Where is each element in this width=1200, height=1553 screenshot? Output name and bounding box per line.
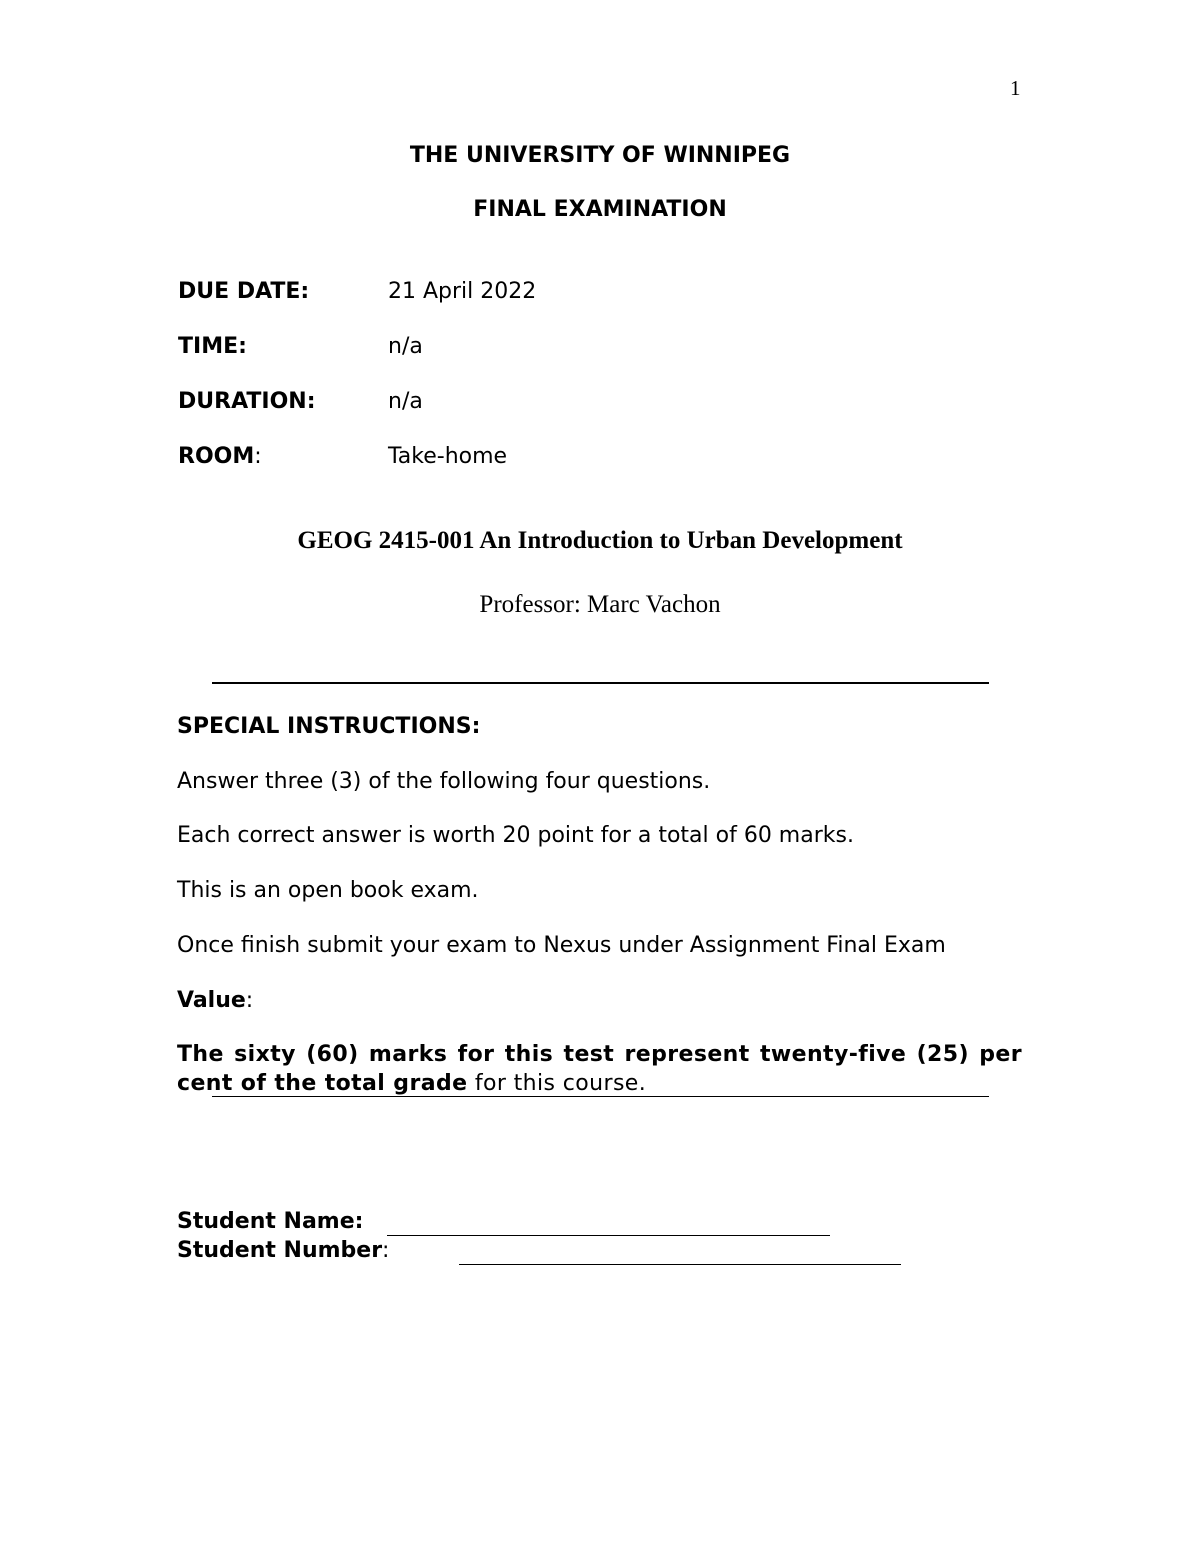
student-name-label: Student Name: bbox=[177, 1209, 364, 1234]
value-label bbox=[177, 988, 253, 1013]
university-name: THE UNIVERSITY OF WINNIPEG bbox=[409, 143, 791, 168]
student-number-label-text: Student Number bbox=[177, 1238, 383, 1263]
room-value: Take-home bbox=[388, 444, 508, 469]
instructions-heading: SPECIAL INSTRUCTIONS: bbox=[177, 714, 481, 739]
due-date-value: 21 April 2022 bbox=[388, 279, 537, 304]
course-title: GEOG 2415-001 An Introduction to Urban Development bbox=[297, 527, 903, 554]
instruction-line: Answer three (3) of the following four questions. bbox=[177, 769, 711, 794]
student-name-field[interactable] bbox=[387, 1235, 830, 1236]
exam-title: FINAL EXAMINATION bbox=[473, 197, 727, 222]
student-number-field[interactable] bbox=[459, 1264, 901, 1265]
value-statement-bold: The sixty (60) marks for this test represent twenty-five (25) per cent of the total grade bbox=[177, 1042, 1022, 1096]
value-statement bbox=[177, 1040, 1022, 1098]
instruction-line: This is an open book exam. bbox=[177, 878, 479, 903]
student-number-label bbox=[177, 1238, 389, 1263]
time-label: TIME: bbox=[178, 334, 247, 359]
duration-value: n/a bbox=[388, 389, 423, 414]
due-date-label: DUE DATE: bbox=[178, 279, 310, 304]
room-label-text: ROOM bbox=[178, 444, 255, 469]
section-divider bbox=[212, 682, 989, 684]
duration-label: DURATION: bbox=[178, 389, 316, 414]
professor-name: Professor: Marc Vachon bbox=[479, 591, 721, 618]
room-label bbox=[178, 444, 262, 469]
room-label-colon: : bbox=[254, 444, 262, 469]
student-number-label-colon: : bbox=[382, 1238, 390, 1263]
page-number: 1 bbox=[1010, 76, 1021, 100]
value-statement-rest: for this course. bbox=[467, 1071, 647, 1096]
instruction-line: Once finish submit your exam to Nexus under Assignment Final Exam bbox=[177, 933, 946, 958]
time-value: n/a bbox=[388, 334, 423, 359]
instruction-line: Each correct answer is worth 20 point for a total of 60 marks. bbox=[177, 823, 854, 848]
value-label-text: Value bbox=[177, 988, 246, 1013]
statement-underline bbox=[212, 1096, 989, 1097]
value-label-colon: : bbox=[245, 988, 254, 1013]
